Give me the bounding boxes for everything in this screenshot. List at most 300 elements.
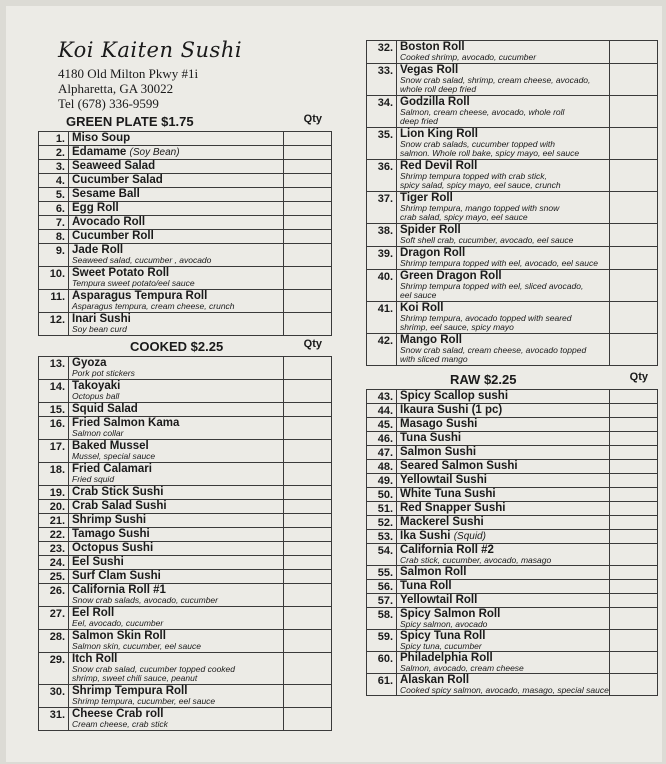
item-name-text: Jade Roll (72, 244, 124, 256)
item-cell (69, 708, 284, 731)
item-number: 58. (367, 608, 397, 630)
item-number: 1. (39, 132, 69, 146)
item-cell (397, 247, 610, 270)
item-note: (Soy Bean) (129, 147, 180, 158)
menu-item-row (39, 440, 332, 463)
menu-item-row (367, 502, 658, 516)
item-description: Spicy salmon, avocado (400, 619, 488, 629)
item-cell (69, 486, 284, 500)
raw-table (366, 389, 658, 696)
item-cell (397, 594, 610, 608)
item-number: 2. (39, 146, 69, 160)
item-number: 53. (367, 530, 397, 544)
item-number: 10. (39, 267, 69, 290)
menu-item-row (39, 556, 332, 570)
item-cell (69, 216, 284, 230)
item-cell (397, 608, 610, 630)
item-name-text: Spicy Tuna Roll (400, 630, 486, 642)
item-cell (69, 685, 284, 708)
menu-item-row (367, 474, 658, 488)
item-cell (397, 580, 610, 594)
item-number: 20. (39, 500, 69, 514)
item-name-text: Tuna Roll (400, 580, 452, 592)
item-number: 44. (367, 404, 397, 418)
qty-box[interactable] (284, 653, 332, 685)
qty-box[interactable] (610, 418, 658, 432)
item-cell (397, 160, 610, 192)
menu-item-row (39, 607, 332, 630)
item-number: 3. (39, 160, 69, 174)
item-name (72, 514, 283, 526)
item-number: 48. (367, 460, 397, 474)
item-number: 15. (39, 403, 69, 417)
item-name (400, 530, 609, 543)
qty-box[interactable] (284, 146, 332, 160)
item-number: 14. (39, 380, 69, 403)
item-cell (397, 488, 610, 502)
qty-box[interactable] (284, 216, 332, 230)
item-number: 43. (367, 390, 397, 404)
item-number: 42. (367, 334, 397, 366)
item-name-text: Surf Clam Sushi (72, 570, 161, 582)
qty-box[interactable] (284, 570, 332, 584)
qty-box[interactable] (284, 160, 332, 174)
item-description: Salmon collar (72, 428, 124, 438)
raw-header (366, 366, 658, 389)
item-cell (397, 41, 610, 64)
menu-item-row (367, 674, 658, 696)
item-number: 11. (39, 290, 69, 313)
item-number: 38. (367, 224, 397, 247)
item-name-text: Boston Roll (400, 41, 465, 53)
item-number: 36. (367, 160, 397, 192)
item-description: Snow crab salads, avocado, cucumber (72, 595, 218, 605)
item-cell (69, 570, 284, 584)
qty-box[interactable] (610, 334, 658, 366)
item-name (72, 188, 283, 200)
menu-item-row (367, 390, 658, 404)
item-name-text: Cheese Crab roll (72, 708, 164, 720)
menu-item-row (367, 128, 658, 160)
qty-box[interactable] (284, 380, 332, 403)
item-name-text: Spicy Salmon Roll (400, 608, 501, 620)
qty-box[interactable] (610, 302, 658, 334)
item-cell (397, 96, 610, 128)
item-number: 22. (39, 528, 69, 542)
menu-item-row (367, 580, 658, 594)
qty-box[interactable] (284, 500, 332, 514)
item-name (72, 160, 283, 172)
qty-box[interactable] (610, 594, 658, 608)
item-name-text: Salmon Sushi (400, 446, 477, 458)
qty-box[interactable] (610, 502, 658, 516)
item-cell (69, 630, 284, 653)
item-name (72, 132, 283, 144)
qty-box[interactable] (284, 630, 332, 653)
menu-item-row (39, 630, 332, 653)
item-description: Shrimp tempura, cucumber, eel sauce (72, 696, 216, 706)
item-number: 50. (367, 488, 397, 502)
item-description: Snow crab salad, cucumber topped cooked (72, 664, 236, 674)
qty-box[interactable] (610, 608, 658, 630)
item-number: 23. (39, 542, 69, 556)
item-name-text: Cucumber Roll (72, 230, 154, 242)
menu-item-row (39, 403, 332, 417)
menu-item-row (367, 594, 658, 608)
item-number: 41. (367, 302, 397, 334)
item-name-text: Gyoza (72, 357, 107, 369)
menu-item-row (39, 514, 332, 528)
item-description: Cream cheese, crab stick (72, 719, 168, 729)
item-cell (69, 313, 284, 336)
item-description-line-2: whole roll deep fried (400, 84, 477, 94)
menu-item-row (367, 404, 658, 418)
item-name-text: Miso Soup (72, 132, 131, 144)
qty-box[interactable] (610, 516, 658, 530)
menu-item-row (367, 247, 658, 270)
item-name-text: Eel Roll (72, 607, 115, 619)
qty-box[interactable] (284, 403, 332, 417)
item-number: 47. (367, 446, 397, 460)
menu-item-row (39, 357, 332, 380)
item-name (400, 460, 609, 472)
item-number: 4. (39, 174, 69, 188)
item-name-text: Edamame (72, 146, 127, 158)
item-number: 55. (367, 566, 397, 580)
cooked-table (38, 356, 332, 731)
menu-item-row (39, 500, 332, 514)
item-cell (397, 544, 610, 566)
item-description: Shrimp tempura topped with eel, avocado, eel sauce (400, 258, 598, 268)
item-name-text: Salmon Roll (400, 566, 467, 578)
cooked-header (38, 336, 332, 356)
item-description: Fried squid (72, 474, 115, 484)
item-number: 56. (367, 580, 397, 594)
qty-box[interactable] (610, 41, 658, 64)
item-name-text: Fried Salmon Kama (72, 417, 180, 429)
item-cell (397, 530, 610, 544)
item-cell (397, 334, 610, 366)
item-name-text: Tiger Roll (400, 192, 453, 204)
item-cell (397, 432, 610, 446)
item-cell (397, 674, 610, 696)
qty-box[interactable] (284, 357, 332, 380)
item-cell (397, 128, 610, 160)
item-number: 40. (367, 270, 397, 302)
menu-item-row (367, 516, 658, 530)
qty-box[interactable] (284, 290, 332, 313)
qty-box[interactable] (610, 544, 658, 566)
item-description: Asparagus tempura, cream cheese, crunch (72, 301, 235, 311)
item-number: 25. (39, 570, 69, 584)
menu-item-row (39, 417, 332, 440)
menu-item-row (39, 313, 332, 336)
menu-item-row (367, 160, 658, 192)
qty-box[interactable] (610, 630, 658, 652)
menu-item-row (39, 584, 332, 607)
qty-box[interactable] (610, 96, 658, 128)
item-name (72, 202, 283, 214)
qty-box[interactable] (284, 313, 332, 336)
qty-box[interactable] (284, 230, 332, 244)
item-name-text: Itch Roll (72, 653, 118, 665)
item-number: 19. (39, 486, 69, 500)
item-number: 24. (39, 556, 69, 570)
item-number: 39. (367, 247, 397, 270)
address-line-1: 4180 Old Milton Pkwy #1i (58, 66, 199, 81)
item-name-text: Yellowtail Sushi (400, 474, 487, 486)
item-number: 12. (39, 313, 69, 336)
item-number: 49. (367, 474, 397, 488)
qty-box[interactable] (610, 446, 658, 460)
qty-box[interactable] (284, 463, 332, 486)
qty-box[interactable] (610, 270, 658, 302)
address-line-2: Alpharetta, GA 30022 (58, 81, 174, 96)
item-number: 51. (367, 502, 397, 516)
item-number: 59. (367, 630, 397, 652)
item-name-text: Takoyaki (72, 380, 121, 392)
qty-box[interactable] (284, 607, 332, 630)
item-description: Salmon, cream cheese, avocado, whole roll (400, 107, 565, 117)
qty-box[interactable] (610, 247, 658, 270)
item-name-text: Avocado Roll (72, 216, 146, 228)
item-name (400, 418, 609, 430)
item-cell (397, 224, 610, 247)
item-cell (69, 653, 284, 685)
item-number: 16. (39, 417, 69, 440)
qty-box[interactable] (284, 202, 332, 216)
item-cell (69, 403, 284, 417)
menu-item-row (39, 685, 332, 708)
item-name (72, 528, 283, 540)
item-name (72, 216, 283, 228)
item-cell (69, 146, 284, 160)
item-cell (69, 556, 284, 570)
qty-box[interactable] (284, 528, 332, 542)
item-name-text: Vegas Roll (400, 64, 459, 76)
item-name-text: Baked Mussel (72, 440, 149, 452)
qty-box[interactable] (284, 542, 332, 556)
qty-box[interactable] (284, 514, 332, 528)
item-name-text: Yellowtail Roll (400, 594, 478, 606)
item-description: Mussel, special sauce (72, 451, 156, 461)
item-number: 35. (367, 128, 397, 160)
item-description: Seaweed salad, cucumber , avocado (72, 255, 212, 265)
item-number: 26. (39, 584, 69, 607)
qty-box[interactable] (610, 160, 658, 192)
item-number: 32. (367, 41, 397, 64)
qty-box[interactable] (284, 417, 332, 440)
item-name (72, 570, 283, 582)
menu-item-row (367, 432, 658, 446)
qty-box[interactable] (284, 132, 332, 146)
item-name-text: Koi Roll (400, 302, 444, 314)
menu-item-row (39, 380, 332, 403)
item-number: 8. (39, 230, 69, 244)
menu-item-row (39, 244, 332, 267)
menu-item-row (39, 290, 332, 313)
item-cell (69, 230, 284, 244)
item-name-text: Shrimp Tempura Roll (72, 685, 188, 697)
item-description: Salmon skin, cucumber, eel sauce (72, 641, 201, 651)
item-cell (69, 132, 284, 146)
qty-box[interactable] (284, 440, 332, 463)
item-description-line-2: salmon. Whole roll bake, spicy mayo, eel sauce (400, 148, 580, 158)
item-number: 57. (367, 594, 397, 608)
item-name-text: Alaskan Roll (400, 674, 470, 686)
item-cell (69, 160, 284, 174)
item-cell (397, 474, 610, 488)
menu-item-row (39, 463, 332, 486)
item-name-text: Inari Sushi (72, 313, 131, 325)
qty-box[interactable] (610, 404, 658, 418)
menu-item-row (39, 542, 332, 556)
item-cell (397, 302, 610, 334)
item-number: 21. (39, 514, 69, 528)
item-name (72, 230, 283, 242)
item-number: 6. (39, 202, 69, 216)
qty-box[interactable] (284, 244, 332, 267)
menu-item-row (367, 544, 658, 566)
item-number: 5. (39, 188, 69, 202)
green-plate-title: GREEN PLATE $1.75 (66, 114, 194, 129)
item-name (72, 174, 283, 186)
item-name (400, 474, 609, 486)
item-name (400, 566, 609, 578)
qty-box[interactable] (610, 64, 658, 96)
item-number: 46. (367, 432, 397, 446)
item-cell (69, 357, 284, 380)
item-cell (69, 607, 284, 630)
qty-label: Qty (629, 371, 648, 383)
item-name-text: Red Snapper Sushi (400, 502, 506, 514)
item-description-line-2: shrimp, eel sauce, spicy mayo (400, 322, 514, 332)
item-name-text: Crab Salad Sushi (72, 500, 167, 512)
qty-box[interactable] (610, 128, 658, 160)
item-number: 27. (39, 607, 69, 630)
item-cell (69, 584, 284, 607)
qty-box[interactable] (284, 685, 332, 708)
item-name-text: Eel Sushi (72, 556, 124, 568)
qty-box[interactable] (610, 580, 658, 594)
item-name-text: Philadelphia Roll (400, 652, 493, 664)
qty-box[interactable] (610, 652, 658, 674)
item-cell (397, 192, 610, 224)
item-name-text: Lion King Roll (400, 128, 478, 140)
item-cell (397, 390, 610, 404)
item-description: Snow crab salad, shrimp, cream cheese, avocado, (400, 75, 591, 85)
qty-box[interactable] (284, 584, 332, 607)
item-number: 13. (39, 357, 69, 380)
item-name-text: Spicy Scallop sushi (400, 390, 509, 402)
qty-box[interactable] (610, 432, 658, 446)
item-name (400, 432, 609, 444)
item-name (400, 390, 609, 402)
item-name-text: Mackerel Sushi (400, 516, 484, 528)
qty-box[interactable] (610, 474, 658, 488)
item-number: 52. (367, 516, 397, 530)
item-number: 18. (39, 463, 69, 486)
menu-item-row (367, 630, 658, 652)
qty-box[interactable] (284, 708, 332, 731)
item-cell (69, 514, 284, 528)
item-cell (69, 542, 284, 556)
item-number: 34. (367, 96, 397, 128)
item-description: Pork pot stickers (72, 368, 135, 378)
item-name-text: Seaweed Salad (72, 160, 156, 172)
item-name (72, 556, 283, 568)
menu-item-row (39, 230, 332, 244)
qty-box[interactable] (610, 460, 658, 474)
item-name (72, 486, 283, 498)
qty-box[interactable] (610, 566, 658, 580)
item-name-text: Masago Sushi (400, 418, 478, 430)
qty-box[interactable] (284, 556, 332, 570)
qty-box[interactable] (610, 390, 658, 404)
menu-item-row (39, 708, 332, 731)
menu-item-row (39, 528, 332, 542)
menu-item-row (367, 460, 658, 474)
cooked-title: COOKED $2.25 (130, 339, 224, 354)
qty-box[interactable] (610, 488, 658, 502)
item-name (400, 488, 609, 500)
item-number: 37. (367, 192, 397, 224)
item-note: (Squid) (453, 531, 486, 542)
qty-box[interactable] (284, 188, 332, 202)
item-name (72, 542, 283, 554)
menu-item-row (367, 418, 658, 432)
item-cell (69, 202, 284, 216)
qty-box[interactable] (284, 486, 332, 500)
item-name (400, 594, 609, 606)
item-name (72, 403, 283, 415)
item-description: Eel, avocado, cucumber (72, 618, 164, 628)
item-name (400, 516, 609, 528)
item-cell (69, 244, 284, 267)
item-number: 45. (367, 418, 397, 432)
restaurant-name: Koi Kaiten Sushi (58, 38, 243, 62)
item-description-line-2: deep fried (400, 116, 438, 126)
qty-box[interactable] (610, 674, 658, 696)
item-name-text: Mango Roll (400, 334, 462, 346)
qty-box[interactable] (284, 267, 332, 290)
item-description-line-2: shrimp, sweet chili sauce, peanut (72, 673, 198, 683)
menu-item-row (39, 160, 332, 174)
item-cell (69, 528, 284, 542)
menu-item-row (39, 146, 332, 160)
qty-box[interactable] (284, 174, 332, 188)
item-name (400, 580, 609, 592)
qty-label: Qty (303, 338, 322, 350)
item-cell (69, 290, 284, 313)
qty-box[interactable] (610, 530, 658, 544)
qty-box[interactable] (610, 192, 658, 224)
item-number: 17. (39, 440, 69, 463)
right-column (366, 40, 658, 696)
item-name-text: Salmon Skin Roll (72, 630, 166, 642)
item-description: Snow crab salad, cream cheese, avocado topped (400, 345, 587, 355)
qty-label: Qty (303, 113, 322, 125)
qty-box[interactable] (610, 224, 658, 247)
item-number: 30. (39, 685, 69, 708)
item-cell (397, 460, 610, 474)
menu-item-row (39, 188, 332, 202)
item-cell (69, 380, 284, 403)
item-name-text: California Roll #1 (72, 584, 166, 596)
item-cell (69, 463, 284, 486)
raw-title: RAW $2.25 (450, 372, 517, 387)
item-description: Shrimp tempura topped with eel, sliced avocado, (400, 281, 584, 291)
